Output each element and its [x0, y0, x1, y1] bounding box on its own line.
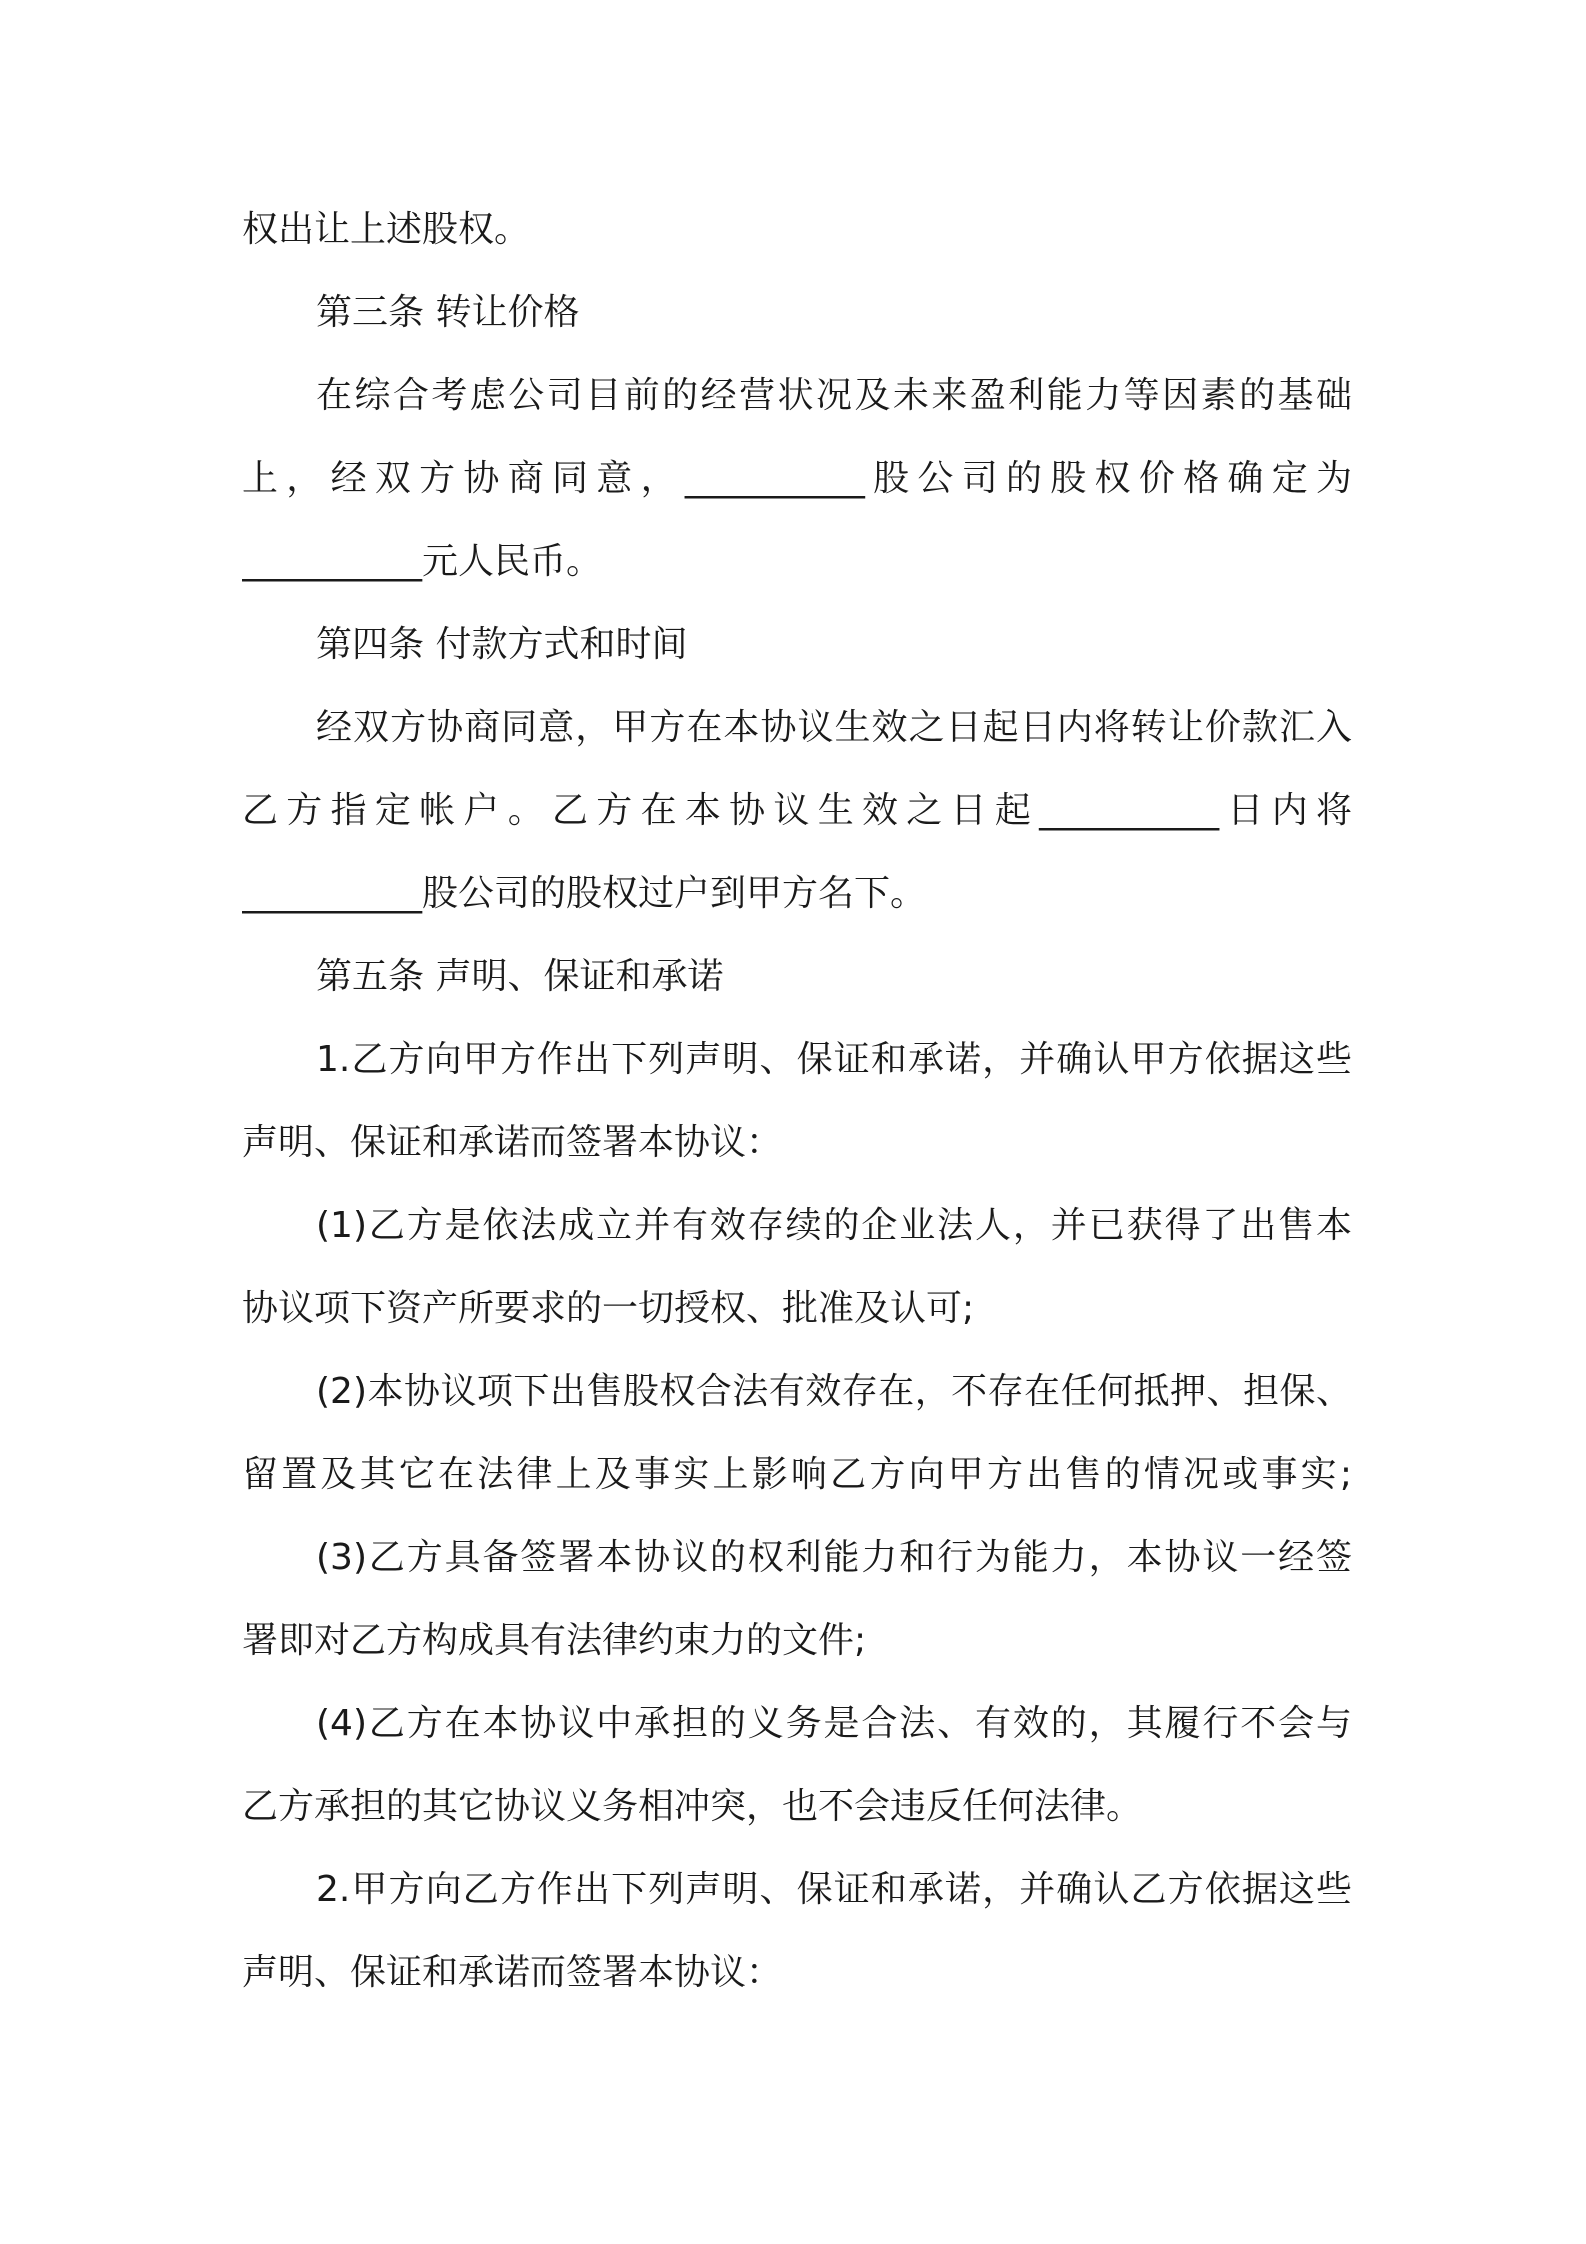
text-line: __________股公司的股权过户到甲方名下。 — [242, 873, 927, 914]
text-line: 乙方承担的其它协议义务相冲突，也不会违反任何法律。 — [242, 1786, 1143, 1827]
article-heading: 第四条 付款方式和时间 — [316, 624, 688, 665]
text-line: (1)乙方是依法成立并有效存续的企业法人，并已获得了出售本 — [316, 1205, 1352, 1246]
text-line: 声明、保证和承诺而签署本协议： — [242, 1122, 783, 1163]
text-line: 乙方指定帐户。乙方在本协议生效之日起__________日内将 — [242, 790, 1352, 831]
text-line: 协议项下资产所要求的一切授权、批准及认可; — [242, 1288, 975, 1329]
text-line: (4)乙方在本协议中承担的义务是合法、有效的，其履行不会与 — [316, 1703, 1352, 1744]
text-line: __________元人民币。 — [242, 541, 603, 582]
text-line: 1.乙方向甲方作出下列声明、保证和承诺，并确认甲方依据这些 — [316, 1039, 1352, 1080]
text-line: 权出让上述股权。 — [242, 209, 531, 250]
article-heading: 第五条 声明、保证和承诺 — [316, 956, 724, 997]
text-line: 留置及其它在法律上及事实上影响乙方向甲方出售的情况或事实; — [242, 1454, 1352, 1495]
text-line: (3)乙方具备签署本协议的权利能力和行为能力，本协议一经签 — [316, 1537, 1352, 1578]
text-line: 声明、保证和承诺而签署本协议： — [242, 1952, 783, 1993]
text-line: 署即对乙方构成具有法律约束力的文件; — [242, 1620, 867, 1661]
text-line: 经双方协商同意，甲方在本协议生效之日起日内将转让价款汇入 — [316, 707, 1352, 748]
article-heading: 第三条 转让价格 — [316, 292, 580, 333]
text-line: 在综合考虑公司目前的经营状况及未来盈利能力等因素的基础 — [316, 375, 1352, 416]
text-line: 2.甲方向乙方作出下列声明、保证和承诺，并确认乙方依据这些 — [316, 1869, 1352, 1910]
text-line: (2)本协议项下出售股权合法有效存在，不存在任何抵押、担保、 — [316, 1371, 1352, 1412]
text-line: 上，经双方协商同意，__________股公司的股权价格确定为 — [242, 458, 1352, 499]
